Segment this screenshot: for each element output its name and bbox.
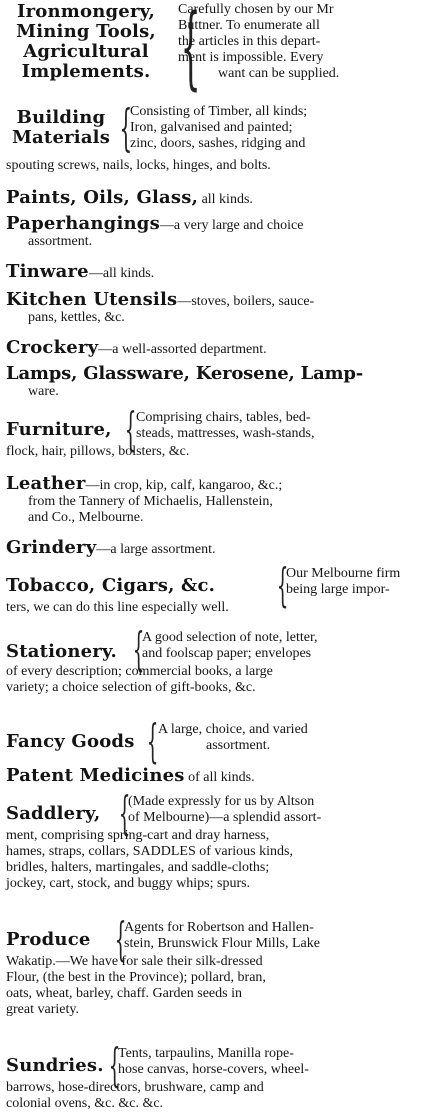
entry-text: —stoves, boilers, sauce- (177, 294, 315, 309)
heading-line: Agricultural (23, 41, 149, 62)
cont-line: barrows, hose-directors, brushware, camp and (6, 1080, 264, 1095)
entry-continuation: and Co., Melbourne. (28, 510, 144, 525)
entry-heading (6, 2, 166, 82)
cont-line: great variety. (6, 1002, 79, 1017)
entry-continuation: spouting screws, nails, locks, hinges, and bolts. (6, 158, 271, 173)
entry-heading: Kitchen Utensils (6, 289, 178, 310)
entry-leather (6, 474, 423, 526)
entry-description (178, 2, 423, 82)
desc-line: of Melbourne)—a splendid assort- (128, 810, 322, 825)
entry-text: —a large assortment. (96, 542, 216, 557)
desc-line: Buttner. To enumerate all (178, 18, 320, 33)
heading-line: Materials (11, 127, 111, 148)
entry-text: —all kinds. (88, 266, 155, 281)
entry-crockery (6, 338, 423, 358)
entry-heading: Stationery. (6, 641, 118, 662)
heading-line: Building (16, 107, 106, 128)
cont-line: variety; a choice selection of gift-books, &c. (6, 680, 256, 695)
entry-continuation: pans, kettles, &c. (28, 310, 125, 325)
entry-description (130, 104, 420, 152)
entry-tinware (6, 262, 423, 282)
entry-heading: Leather (6, 473, 86, 494)
entry-heading: Saddlery, (6, 803, 101, 824)
brace-glyph: { (132, 622, 145, 676)
entry-lamps (6, 364, 423, 400)
entry-heading: Paperhangings (6, 213, 160, 234)
entry-continuation (6, 954, 266, 1018)
entry-continuation: flock, hair, pillows, bolsters, &c. (6, 444, 190, 459)
cont-line: colonial ovens, &c. &c. &c. (6, 1096, 164, 1111)
entry-heading: Paints, Oils, Glass, (6, 187, 199, 208)
desc-line: steads, mattresses, wash-stands, (136, 426, 315, 441)
entry-grindery (6, 538, 423, 558)
entry-paints (6, 188, 423, 208)
entry-patent-medicines (6, 766, 423, 786)
entry-description (142, 630, 424, 662)
entry-description (286, 566, 421, 598)
brace-glyph: { (108, 1038, 121, 1092)
desc-line: being large impor- (286, 582, 390, 597)
entry-description (118, 1046, 424, 1078)
desc-line: assortment. (206, 738, 271, 753)
heading-line: Ironmongery, (16, 1, 156, 22)
desc-line: want can be supplied. (218, 66, 340, 81)
entry-continuation (6, 1080, 264, 1112)
entry-text: —in crop, kip, calf, kangaroo, &c.; (85, 478, 283, 493)
brace-glyph: { (119, 99, 133, 157)
entry-heading: Fancy Goods (6, 731, 135, 752)
desc-line: Carefully chosen by our Mr (178, 2, 334, 17)
entry-kitchen-utensils (6, 290, 423, 326)
desc-line: Consisting of Timber, all kinds; (130, 104, 308, 119)
entry-heading: Sundries. (6, 1055, 104, 1076)
desc-line: A large, choice, and varied (158, 722, 308, 737)
brace-glyph: { (180, 0, 201, 100)
entry-text: —a well-assorted department. (98, 342, 267, 357)
entry-continuation: ters, we can do this line especially well. (6, 600, 229, 615)
desc-line: (Made expressly for us by Altson (128, 794, 315, 809)
desc-line: Tents, tarpaulins, Manilla rope- (118, 1046, 294, 1061)
brace-glyph: { (118, 786, 131, 840)
entry-text: of all kinds. (184, 770, 255, 785)
entry-heading: Produce (6, 929, 91, 950)
desc-line: zinc, doors, sashes, ridging and (130, 136, 306, 151)
cont-line: oats, wheat, barley, chaff. Garden seeds in (6, 986, 242, 1001)
entry-paperhangings (6, 214, 423, 250)
desc-line: and foolscap paper; envelopes (142, 646, 312, 661)
cont-line: hames, straps, collars, SADDLES of various kinds, (6, 844, 293, 859)
entry-continuation: from the Tannery of Michaelis, Hallenstein, (28, 494, 273, 509)
entry-heading: Crockery (6, 337, 99, 358)
entry-heading: Tinware (6, 261, 89, 282)
entry-heading: Patent Medicines (6, 765, 185, 786)
desc-line: the articles in this depart- (178, 34, 321, 49)
entry-description (158, 722, 423, 754)
heading-line: Implements. (21, 61, 151, 82)
desc-line: A good selection of note, letter, (142, 630, 318, 645)
desc-line: ment is impossible. Every (178, 50, 324, 65)
entry-continuation (6, 664, 273, 696)
entry-text: —a very large and choice (159, 218, 304, 233)
entry-heading (6, 108, 116, 148)
heading-line: Mining Tools, (16, 21, 156, 42)
entry-heading: Lamps, Glassware, Kerosene, Lamp- (6, 363, 364, 384)
entry-continuation (6, 828, 293, 892)
desc-line: hose canvas, horse-covers, wheel- (118, 1062, 309, 1077)
brace-glyph: { (124, 402, 137, 456)
desc-line: Our Melbourne firm (286, 566, 401, 581)
brace-glyph: { (276, 558, 289, 612)
brace-glyph: { (114, 912, 127, 966)
cont-line: jockey, cart, stock, and buggy whips; spurs. (6, 876, 251, 891)
entry-description (128, 794, 424, 826)
entry-description (124, 920, 424, 952)
desc-line: Iron, galvanised and painted; (130, 120, 293, 135)
cont-line: of every description; commercial books, a large (6, 664, 273, 679)
entry-heading: Tobacco, Cigars, &c. (6, 575, 216, 596)
desc-line: stein, Brunswick Flour Mills, Lake (124, 936, 320, 951)
entry-heading: Furniture, (6, 419, 112, 440)
desc-line: Agents for Robertson and Hallen- (124, 920, 314, 935)
entry-heading: Grindery (6, 537, 97, 558)
entry-continuation: ware. (28, 384, 59, 399)
entry-building-materials (6, 99, 423, 184)
cont-line: Flour, (the best in the Province); pollard, bran, (6, 970, 266, 985)
cont-line: bridles, halters, martingales, and saddle-cloths; (6, 860, 270, 875)
cont-line: Wakatip.—We have for sale their silk-dressed (6, 954, 263, 969)
entry-text: all kinds. (198, 192, 253, 207)
brace-glyph: { (146, 714, 159, 768)
desc-line: Comprising chairs, tables, bed- (136, 410, 311, 425)
entry-description (136, 410, 421, 442)
entry-ironmongery (6, 2, 423, 98)
cont-line: ment, comprising spring-cart and dray harness, (6, 828, 270, 843)
entry-continuation: assortment. (28, 234, 93, 249)
